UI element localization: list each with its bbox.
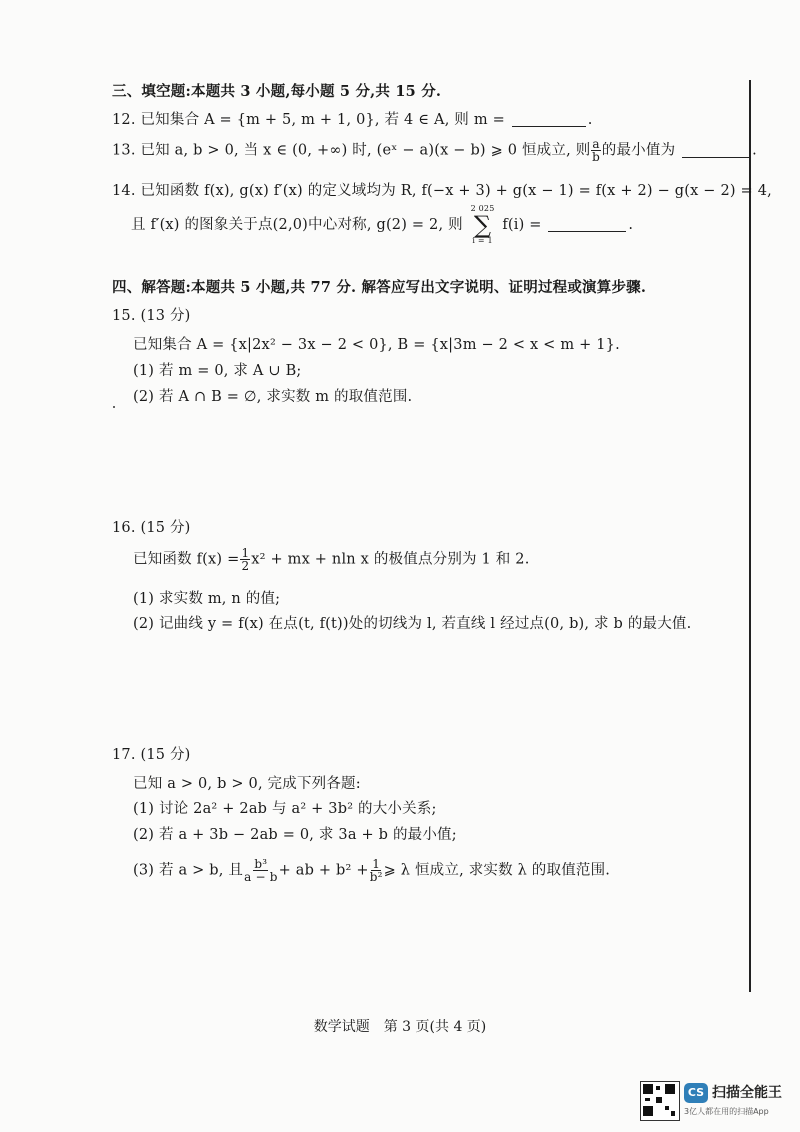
- q14-line2-post: f(i) =: [502, 217, 542, 233]
- q13-frac-den: b: [592, 150, 601, 164]
- q17-frac1-den: a − b: [244, 870, 278, 884]
- q16-frac-num: 1: [241, 546, 250, 560]
- q14-end: .: [628, 217, 634, 233]
- q12-end: .: [587, 112, 593, 128]
- q17-part3-mid: + ab + b² +: [278, 862, 369, 879]
- q17-frac2-den: b²: [369, 870, 383, 884]
- question-14-line1: 14. 已知函数 f(x), g(x) f′(x) 的定义域均为 R, f(−x + 3) + g(x − 1) = f(x + 2) − g(x − 2) = 4,: [112, 183, 772, 199]
- q16-part2: (2) 记曲线 y = f(x) 在点(t, f(t))处的切线为 l, 若直线 l 经过点(0, b), 求 b 的最大值.: [133, 616, 692, 632]
- answer-blank-13[interactable]: [682, 143, 750, 158]
- sum-lower: i = 1: [472, 236, 493, 245]
- q15-title: 15. (13 分): [112, 308, 191, 324]
- q17-part2: (2) 若 a + 3b − 2ab = 0, 求 3a + b 的最小值;: [133, 827, 457, 843]
- q17-part3: [133, 858, 610, 883]
- q13-end: .: [752, 142, 757, 159]
- q16-title: 16. (15 分): [112, 520, 191, 536]
- camscanner-logo-icon: CS: [684, 1083, 708, 1103]
- q16-frac-den: 2: [241, 559, 250, 573]
- stray-mark: [113, 406, 115, 408]
- answer-blank-14[interactable]: [548, 217, 626, 232]
- sum-sign: ∑: [473, 211, 492, 239]
- q16-stem-pre: 已知函数 f(x) =: [133, 551, 240, 568]
- answer-blank-12[interactable]: [512, 112, 586, 127]
- q17-fraction-2: [370, 858, 383, 883]
- q12-text: 12. 已知集合 A = {m + 5, m + 1, 0}, 若 4 ∈ A, 则 m =: [112, 112, 505, 128]
- q17-part1: (1) 讨论 2a² + 2ab 与 a² + 3b² 的大小关系;: [133, 801, 437, 817]
- watermark-name: 扫描全能王: [712, 1085, 782, 1101]
- q14-line2-pre: 且 f′(x) 的图象关于点(2,0)中心对称, g(2) = 2, 则: [131, 217, 463, 233]
- q17-fraction-1: [244, 858, 278, 883]
- q17-part3-post: ⩾ λ 恒成立, 求实数 λ 的取值范围.: [383, 862, 611, 879]
- q13-pre: 13. 已知 a, b > 0, 当 x ∈ (0, +∞) 时, (eˣ − a)(x − b) ⩾ 0 恒成立, 则: [112, 142, 591, 159]
- q15-part2: (2) 若 A ∩ B = ∅, 求实数 m 的取值范围.: [133, 389, 413, 405]
- q16-fraction: [240, 547, 250, 572]
- q16-stem: [133, 547, 530, 572]
- q15-part1: (1) 若 m = 0, 求 A ∪ B;: [133, 363, 302, 379]
- q17-stem: 已知 a > 0, b > 0, 完成下列各题:: [133, 776, 361, 792]
- q13-post: 的最小值为: [601, 142, 676, 159]
- qr-code-icon: [640, 1081, 680, 1121]
- q16-part1: (1) 求实数 m, n 的值;: [133, 591, 281, 607]
- page-footer: 数学试题 第 3 页(共 4 页): [313, 1019, 487, 1035]
- q17-title: 17. (15 分): [112, 747, 191, 763]
- q17-part3-pre: (3) 若 a > b, 且: [133, 862, 244, 879]
- section4-heading: 四、解答题:本题共 5 小题,共 77 分. 解答应写出文字说明、证明过程或演算步骤.: [112, 279, 647, 296]
- question-14-line2: [131, 204, 633, 246]
- q17-frac2-num: 1: [372, 857, 381, 871]
- q17-frac1-num: b³: [254, 857, 268, 871]
- q13-frac-num: a: [592, 137, 600, 151]
- question-13: [112, 138, 757, 163]
- question-12: [112, 108, 593, 129]
- q16-stem-post: x² + mx + nln x 的极值点分别为 1 和 2.: [251, 551, 530, 568]
- margin-rule: [749, 80, 751, 992]
- q13-fraction: [591, 138, 600, 163]
- sum-upper: 2 025: [470, 204, 495, 213]
- q15-stem: 已知集合 A = {x|2x² − 3x − 2 < 0}, B = {x|3m − 2 < x < m + 1}.: [133, 337, 620, 353]
- summation: [471, 204, 495, 246]
- watermark-subtitle: 3亿人都在用的扫描App: [684, 1107, 769, 1116]
- section3-heading: 三、填空题:本题共 3 小题,每小题 5 分,共 15 分.: [112, 83, 442, 100]
